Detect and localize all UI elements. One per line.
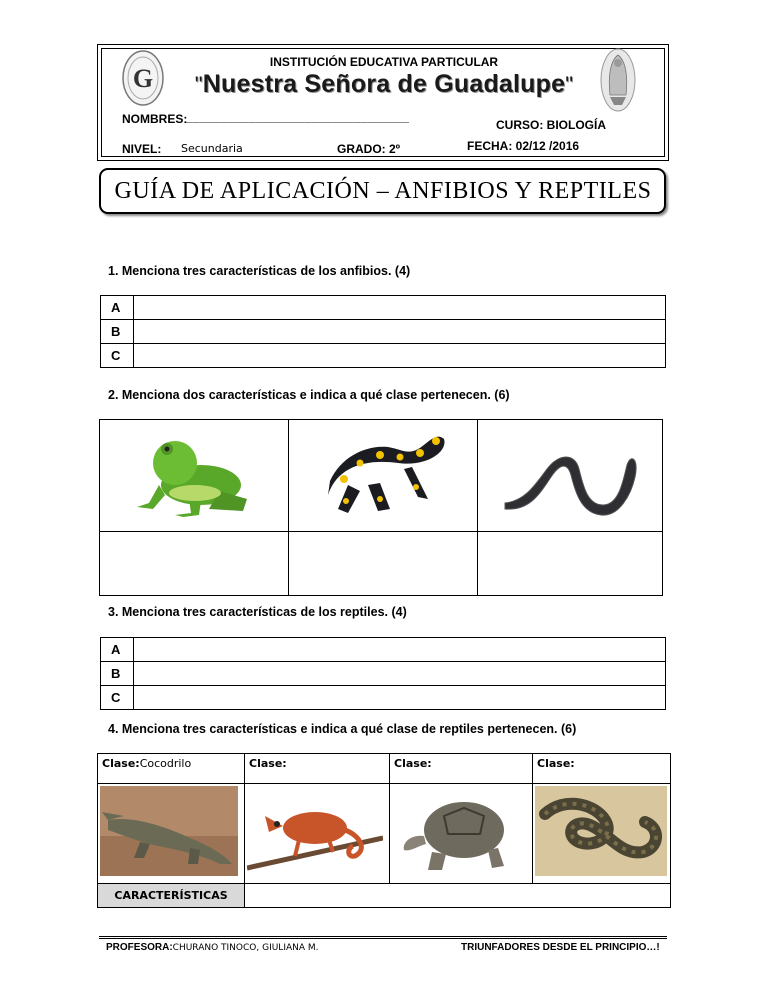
question-4: 4. Menciona tres características e indica a qué clase de reptiles pertenecen. (6): [108, 722, 577, 736]
tortoise-cell: [390, 784, 533, 884]
characteristics-label: CARACTERÍSTICAS: [98, 884, 245, 908]
clase-cell[interactable]: Clase:: [245, 754, 390, 784]
answer-cell[interactable]: [134, 638, 666, 662]
row-letter: C: [101, 686, 134, 710]
row-letter: A: [101, 296, 134, 320]
chameleon-image: [247, 786, 383, 876]
chameleon-cell: [245, 784, 390, 884]
answer-cell[interactable]: [134, 320, 666, 344]
row-letter: B: [101, 320, 134, 344]
q3-answer-table: [100, 637, 666, 710]
clase-cell[interactable]: Clase:Cocodrilo: [98, 754, 245, 784]
crocodile-cell: [98, 784, 245, 884]
nivel-value: Secundaria: [181, 142, 243, 155]
grado-label: GRADO: 2º: [337, 142, 401, 156]
q2-table: [99, 419, 663, 596]
institution-label: INSTITUCIÓN EDUCATIVA PARTICULAR: [269, 55, 499, 69]
q1-answer-table: [100, 295, 666, 368]
row-letter: A: [101, 638, 134, 662]
nombres-field[interactable]: ________________________________: [186, 110, 410, 124]
teacher-credit: PROFESORA:CHURANO TINOCO, GIULIANA M.: [106, 942, 319, 953]
nivel-label: NIVEL:: [122, 142, 162, 156]
salamander-image: [308, 425, 458, 521]
salamander-cell: [289, 420, 478, 532]
clase-cell[interactable]: Clase:: [390, 754, 533, 784]
row-letter: C: [101, 344, 134, 368]
question-1: 1. Menciona tres características de los anfibios. (4): [108, 264, 411, 278]
answer-cell[interactable]: [134, 296, 666, 320]
snake-cell: [533, 784, 671, 884]
answer-cell[interactable]: [134, 344, 666, 368]
caecilian-cell: [478, 420, 663, 532]
page-title: GUÍA DE APLICACIÓN – ANFIBIOS Y REPTILES: [114, 178, 652, 204]
answer-cell[interactable]: [289, 532, 478, 596]
tortoise-image: [392, 786, 526, 876]
footer-divider: [99, 936, 667, 937]
q4-table: [97, 753, 671, 908]
fecha-label: FECHA: 02/12 /2016: [467, 139, 580, 153]
question-2: 2. Menciona dos características e indica a qué clase pertenecen. (6): [108, 388, 510, 402]
curso-label: CURSO: BIOLOGÍA: [496, 118, 606, 132]
row-letter: B: [101, 662, 134, 686]
answer-cell[interactable]: [134, 686, 666, 710]
clase-cell[interactable]: Clase:: [533, 754, 671, 784]
school-name: "Nuestra Señora de Guadalupe": [194, 70, 574, 98]
footer-motto: TRIUNFADORES DESDE EL PRINCIPIO…!: [461, 942, 660, 953]
crocodile-image: [100, 786, 238, 876]
svg-text:G: G: [132, 64, 154, 93]
answer-cell[interactable]: [100, 532, 289, 596]
snake-image: [535, 786, 667, 876]
answer-cell[interactable]: [478, 532, 663, 596]
answer-cell[interactable]: [134, 662, 666, 686]
answer-cell[interactable]: [245, 884, 671, 908]
caecilian-image: [495, 425, 645, 521]
question-3: 3. Menciona tres características de los reptiles. (4): [108, 605, 407, 619]
frog-image: [129, 425, 259, 521]
footer-divider: [99, 938, 667, 939]
nombres-label: NOMBRES:: [122, 112, 188, 126]
frog-cell: [100, 420, 289, 532]
